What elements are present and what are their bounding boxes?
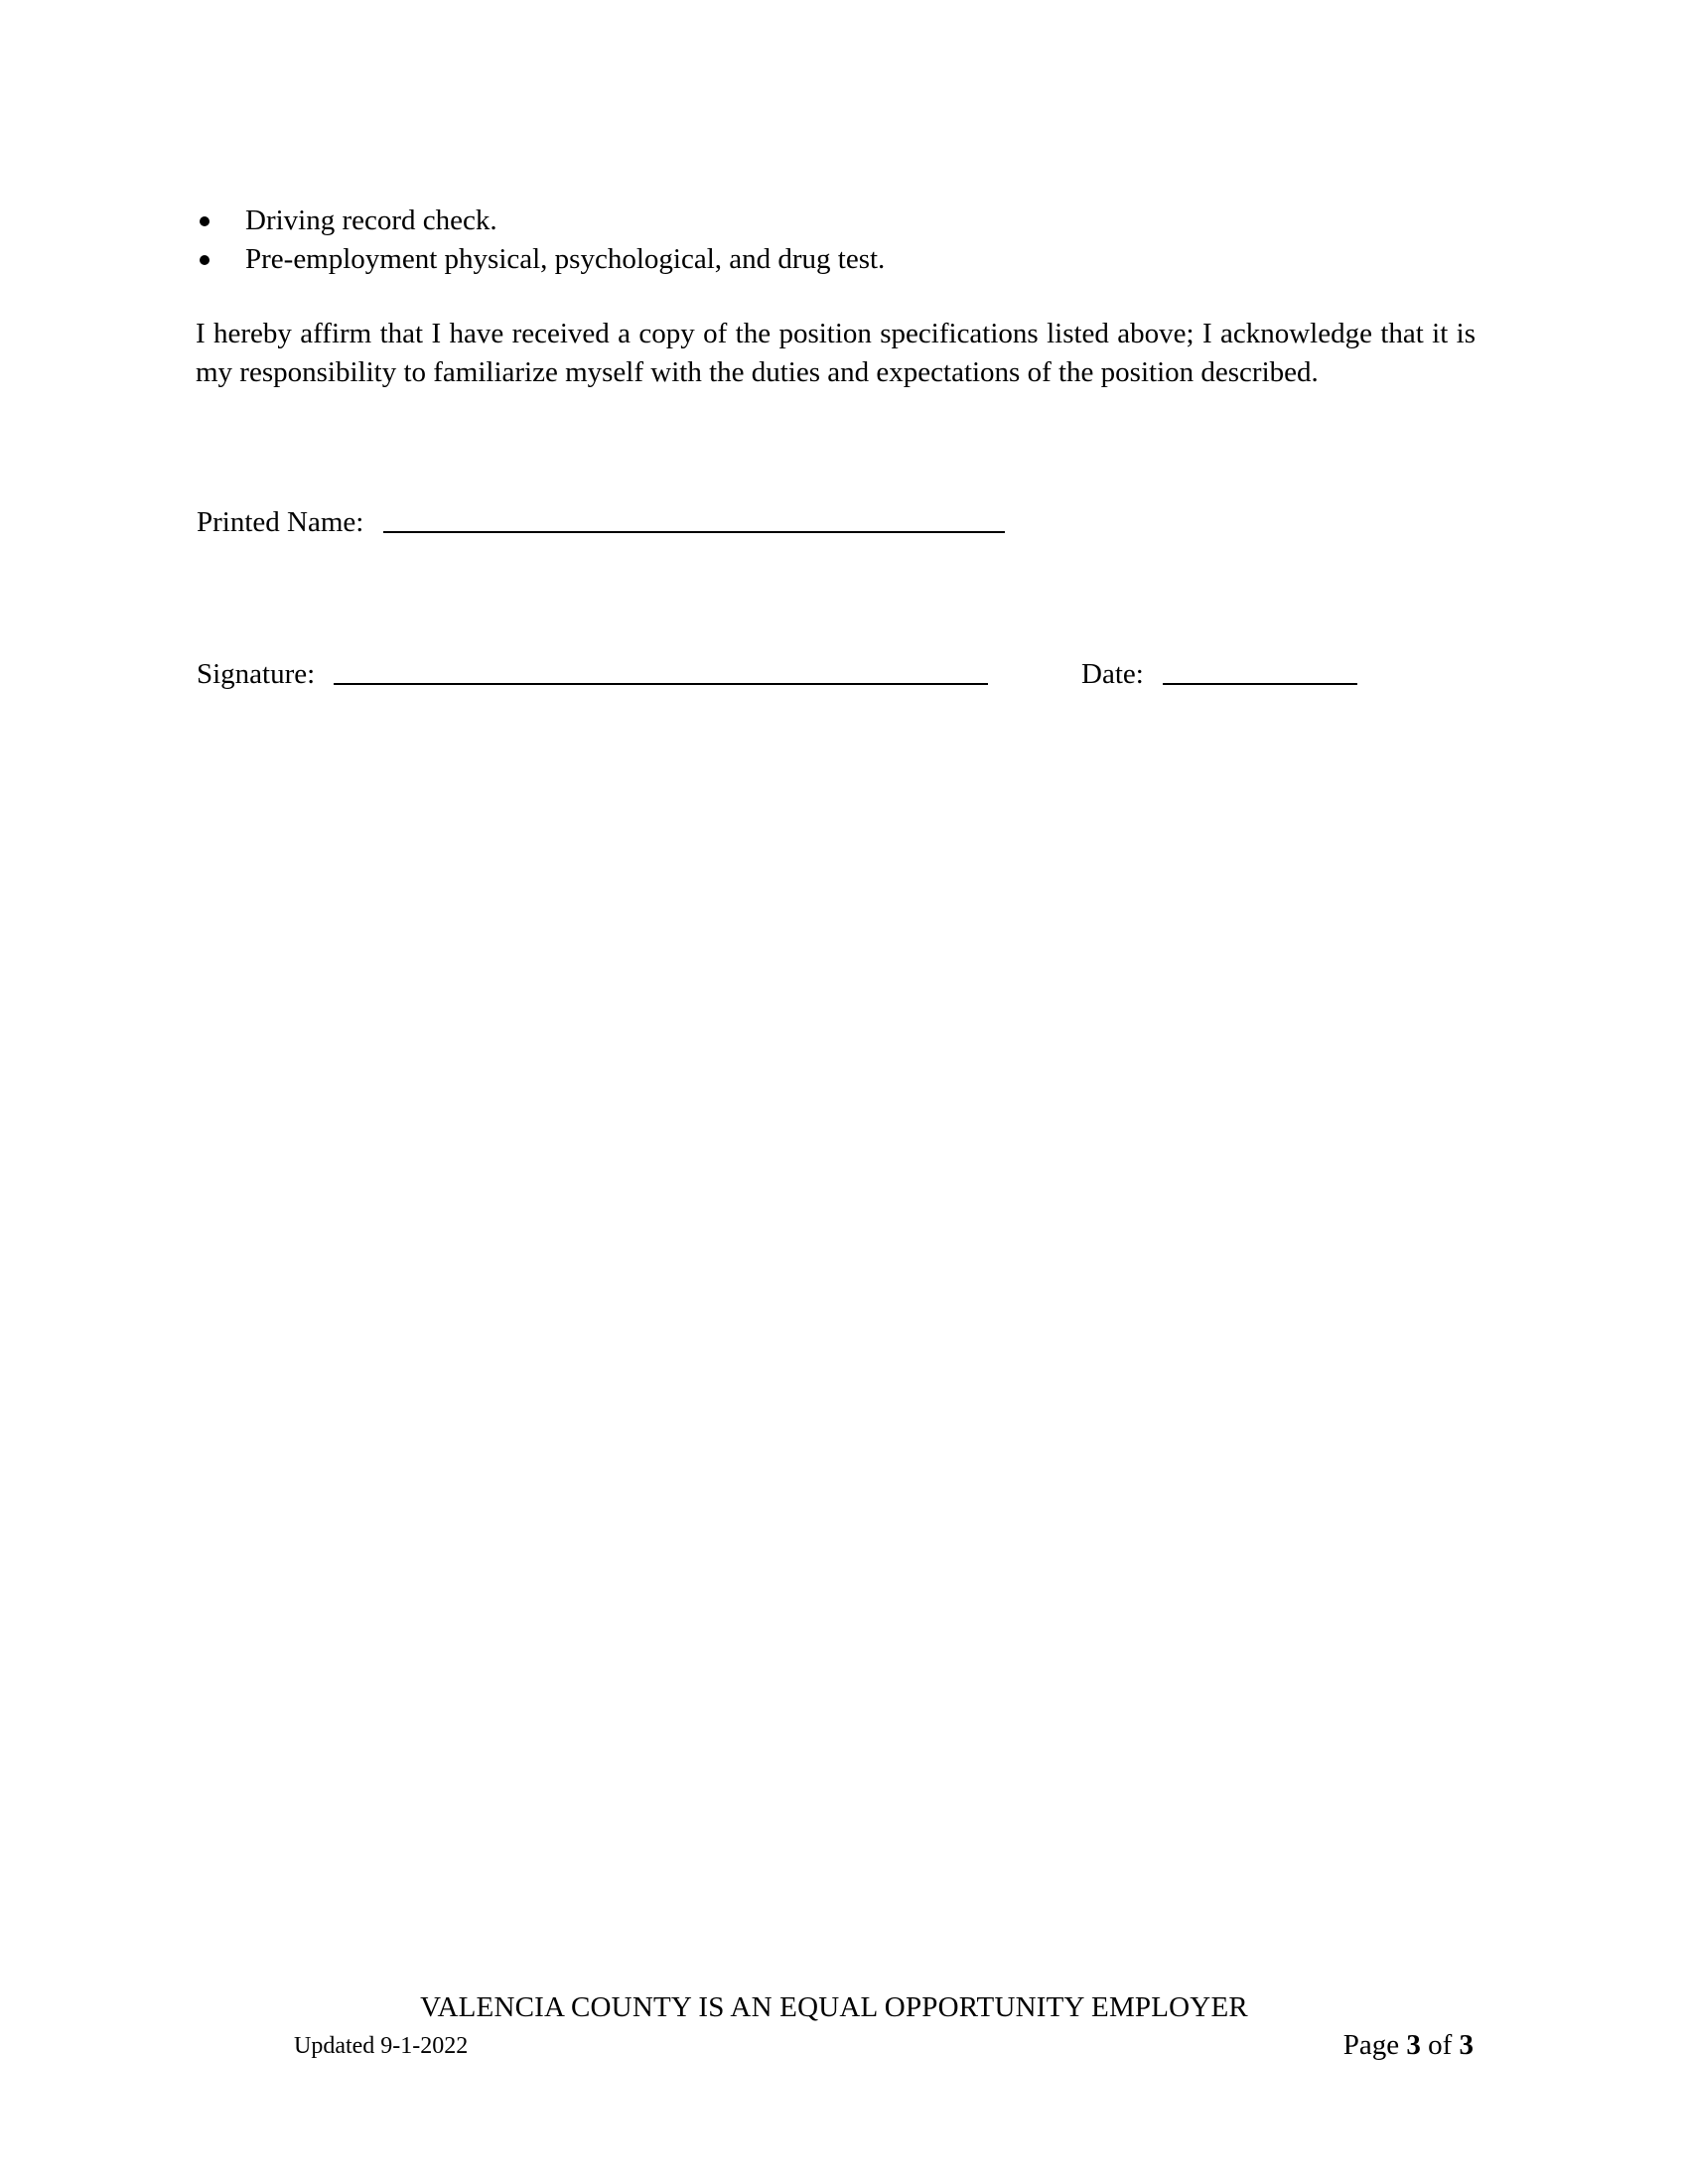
date-label: Date:	[1081, 658, 1144, 690]
date-input-line[interactable]	[1163, 659, 1357, 685]
date-field	[1081, 656, 1357, 692]
printed-name-label: Printed Name:	[197, 506, 364, 538]
page-total: 3	[1459, 2029, 1474, 2061]
bullet-item	[196, 202, 1477, 240]
bullet-text: Driving record check.	[245, 205, 497, 236]
bullet-item	[196, 240, 1477, 279]
page-current: 3	[1406, 2029, 1421, 2061]
printed-name-input-line[interactable]	[383, 507, 1005, 533]
footer-eoe-statement	[0, 1989, 1688, 2025]
page-of: of	[1428, 2029, 1453, 2061]
page-prefix: Page	[1342, 2029, 1400, 2061]
bullet-dot-icon	[200, 255, 210, 265]
signature-input-line[interactable]	[334, 659, 988, 685]
bullet-text: Pre-employment physical, psychological, and drug test.	[245, 243, 886, 275]
bullet-dot-icon	[200, 216, 210, 226]
footer-updated-date: Updated 9-1-2022	[294, 2033, 469, 2059]
affirmation-paragraph: I hereby affirm that I have received a copy of the position specifications listed above; I acknowledge that it is my responsibility to familiarize myself with the duties and expectations of the position described.	[196, 318, 1476, 388]
requirements-bullet-list	[196, 202, 1477, 279]
signature-field	[197, 656, 988, 692]
signature-label: Signature:	[197, 658, 316, 690]
printed-name-field	[197, 504, 1005, 540]
eoe-statement-text: VALENCIA COUNTY IS AN EQUAL OPPORTUNITY EMPLOYER	[420, 1991, 1248, 2023]
page-number	[1343, 2028, 1474, 2062]
